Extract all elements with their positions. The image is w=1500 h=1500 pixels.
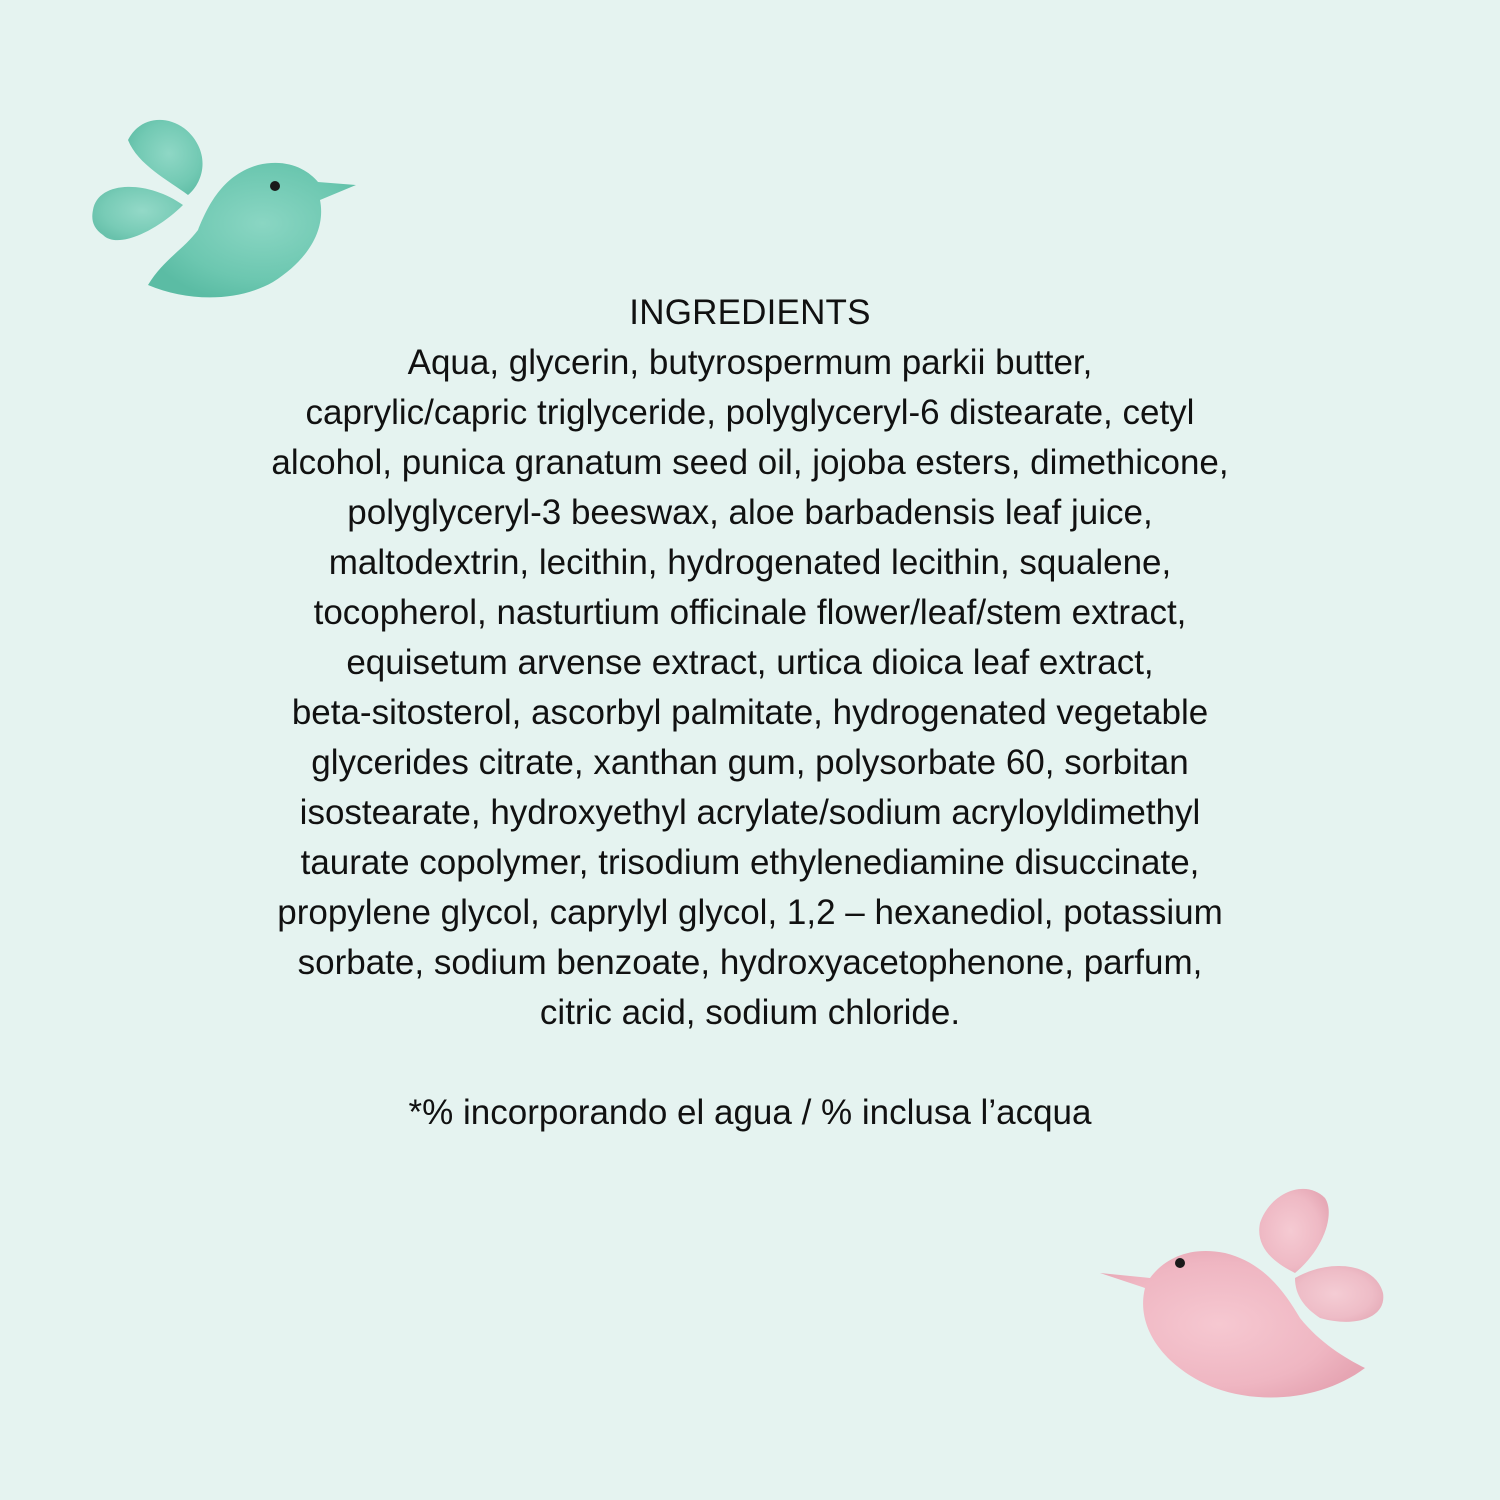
ingredient-line: citric acid, sodium chloride. — [539, 993, 961, 1032]
ingredient-line: propylene glycol, caprylyl glycol, 1,2 – hexanediol, potassium — [277, 893, 1223, 932]
ingredient-line: equisetum arvense extract, urtica dioica leaf extract, — [346, 643, 1154, 682]
ingredients-heading: INGREDIENTS — [629, 293, 871, 332]
ingredient-line: beta-sitosterol, ascorbyl palmitate, hydrogenated vegetable — [291, 693, 1209, 732]
ingredient-line: Aqua, glycerin, butyrospermum parkii butter, — [407, 343, 1093, 382]
green-bird-icon — [88, 110, 363, 310]
footnote: *% incorporando el agua / % inclusa l’acqua — [408, 1093, 1092, 1132]
ingredients-panel — [120, 288, 1380, 1138]
ingredient-line: glycerides citrate, xanthan gum, polysorbate 60, sorbitan — [311, 743, 1189, 782]
ingredient-line: sorbate, sodium benzoate, hydroxyacetophenone, parfum, — [297, 943, 1203, 982]
ingredient-line: maltodextrin, lecithin, hydrogenated lecithin, squalene, — [328, 543, 1172, 582]
ingredient-line: isostearate, hydroxyethyl acrylate/sodium acryloyldimethyl — [299, 793, 1201, 832]
ingredient-line: alcohol, punica granatum seed oil, jojoba esters, dimethicone, — [271, 443, 1229, 482]
ingredient-line: tocopherol, nasturtium officinale flower/leaf/stem extract, — [313, 593, 1187, 632]
ingredients-list — [120, 338, 1380, 1038]
ingredient-line: caprylic/capric triglyceride, polyglyceryl-6 distearate, cetyl — [305, 393, 1195, 432]
pink-bird-icon — [1095, 1178, 1385, 1408]
ingredient-line: polyglyceryl-3 beeswax, aloe barbadensis leaf juice, — [347, 493, 1153, 532]
ingredient-line: taurate copolymer, trisodium ethylenediamine disuccinate, — [300, 843, 1200, 882]
